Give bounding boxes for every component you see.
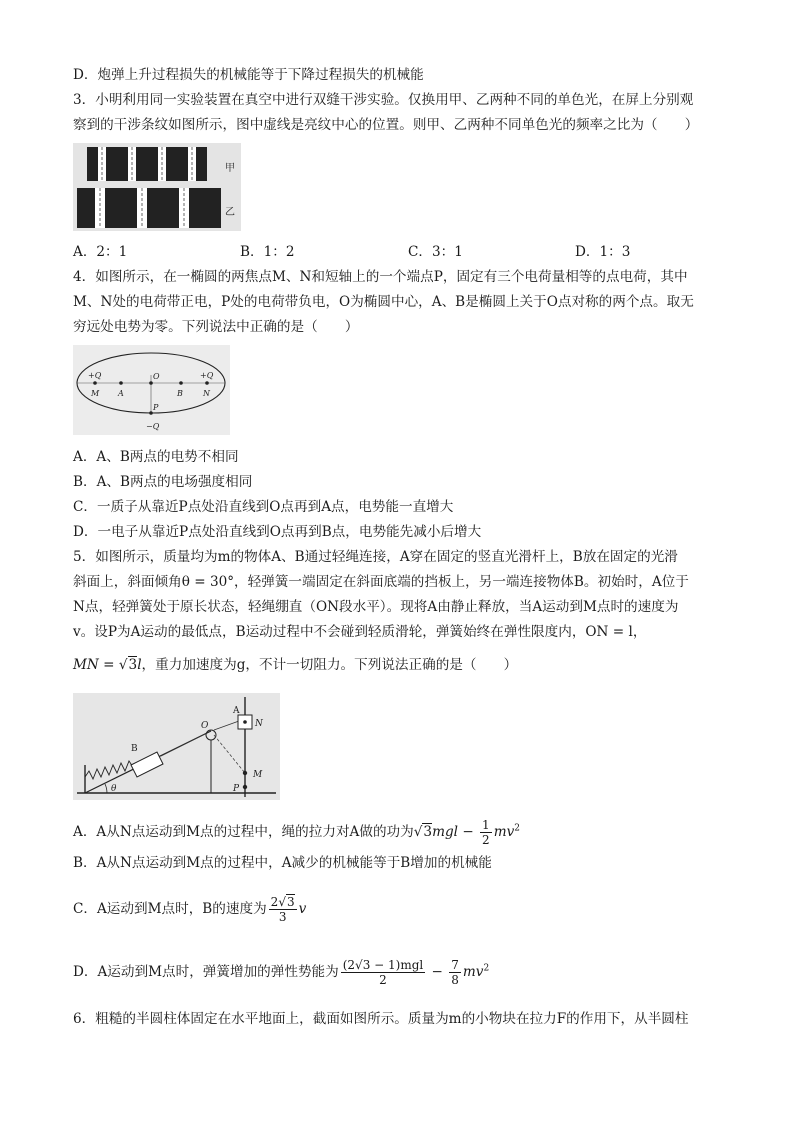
q3-yi-dark-fringe bbox=[105, 188, 137, 228]
q4-label-a: A bbox=[118, 389, 124, 398]
q3-label-yi: 乙 bbox=[225, 207, 235, 218]
q5-point-p bbox=[243, 785, 247, 789]
q5-option-c bbox=[73, 895, 306, 924]
q3-label-jia: 甲 bbox=[225, 163, 235, 174]
q5-stem-line3: N点，轻弹簧处于原长状态，轻绳绷直（ON段水平）。现将A由静止释放，当A运动到M点时的速度为 bbox=[73, 599, 679, 615]
q5-label-a: A bbox=[233, 706, 240, 716]
q3-interference-figure bbox=[73, 143, 241, 231]
q3-stem-line1: 3．小明利用同一实验装置在真空中进行双缝干涉实验。仅换用甲、乙两种不同的单色光，在屏上分别观 bbox=[73, 92, 694, 108]
q4-label-b: B bbox=[177, 389, 183, 398]
q5-label-o: O bbox=[201, 721, 209, 731]
q5-pulley-figure bbox=[73, 693, 280, 800]
q5-option-b: B．A从N点运动到M点的过程中，A减少的机械能等于B增加的机械能 bbox=[73, 855, 492, 871]
q5-option-d bbox=[73, 958, 489, 987]
q5-option-d-mv: mv bbox=[462, 964, 484, 980]
q5-option-d-den2: 8 bbox=[451, 973, 459, 987]
q4-label-minus-q: −Q bbox=[146, 422, 160, 431]
q5-sqrt3: 3 bbox=[128, 657, 138, 673]
q5-option-d-fraction bbox=[341, 958, 426, 987]
q5-stem-line1: 5．如图所示，质量均为m的物体A、B通过轻绳连接，A穿在固定的竖直光滑杆上，B放在固定的光滑 bbox=[73, 549, 678, 565]
q4-option-c: C．一质子从靠近P点处沿直线到O点再到A点，电势能一直增大 bbox=[73, 499, 454, 515]
q5-label-p: P bbox=[233, 784, 240, 794]
q5-stem-line4: v。设P为A运动的最低点，B运动过程中不会碰到轻质滑轮，弹簧始终在弹性限度内，ON = l， bbox=[73, 624, 647, 640]
q5-option-d-num2: 7 bbox=[451, 958, 459, 972]
q5-option-c-num-sqrt: 3 bbox=[286, 895, 295, 909]
q5-option-d-den: 2 bbox=[379, 973, 387, 987]
q5-label-b: B bbox=[131, 744, 138, 754]
q5-option-a-sqrt3: 3 bbox=[423, 824, 433, 840]
q5-option-a: A．A从N点运动到M点的过程中，绳的拉力对A做的功为√3mgl − $\frac{1}{2}$ $mv^2$ bbox=[73, 818, 520, 847]
q5-mn-expr: MN = bbox=[73, 657, 119, 673]
q5-option-c-num-pre: 2 bbox=[270, 895, 279, 909]
q5-option-d-sup: 2 bbox=[483, 963, 490, 974]
q3-yi-dark-fringe bbox=[189, 188, 221, 228]
q5-option-a-sup: 2 bbox=[514, 823, 520, 834]
q4-label-plus-q-right: +Q bbox=[200, 371, 214, 380]
q3-option-d: D．1：3 bbox=[575, 244, 631, 260]
q3-jia-dark-fringe bbox=[196, 147, 207, 181]
q5-option-d-minus: − bbox=[427, 964, 448, 980]
q4-label-plus-q-left: +Q bbox=[88, 371, 102, 380]
q5-option-a-text: A．A从N点运动到M点的过程中，绳的拉力对A做的功为 bbox=[73, 824, 414, 840]
q5-point-m bbox=[243, 771, 247, 775]
q3-yi-dark-fringe bbox=[77, 188, 95, 228]
q4-option-b: B．A、B两点的电场强度相同 bbox=[73, 474, 253, 490]
q5-option-c-fraction: $\frac{2√3}{3}$ bbox=[270, 895, 295, 924]
q5-label-n: N bbox=[255, 719, 263, 729]
q3-jia-dark-fringe bbox=[136, 147, 158, 181]
q3-option-b: B．1：2 bbox=[240, 244, 295, 260]
q4-label-o: O bbox=[153, 372, 160, 381]
q4-label-m: M bbox=[91, 389, 100, 398]
q5-stem-line5-rest: ，重力加速度为g，不计一切阻力。下列说法正确的是（ ） bbox=[141, 657, 518, 673]
q4-ellipse-figure bbox=[73, 345, 230, 435]
q5-stem-line5: MN = √3l，重力加速度为g，不计一切阻力。下列说法正确的是（ ） bbox=[73, 657, 518, 673]
q4-stem-line3: 穷远处电势为零。下列说法中正确的是（ ） bbox=[73, 319, 359, 335]
q4-label-p: P bbox=[153, 403, 159, 412]
q5-l: l bbox=[137, 657, 142, 673]
q5-stem-line2: 斜面上，斜面倾角θ = 30°，轻弹簧一端固定在斜面底端的挡板上，另一端连接物体B。初始时，A位于 bbox=[73, 574, 689, 590]
q5-option-a-fraction bbox=[480, 818, 492, 847]
q5-option-c-text: C．A运动到M点时，B的速度为 bbox=[73, 901, 267, 917]
q5-label-theta: θ bbox=[111, 784, 117, 794]
q5-point-n-dot bbox=[243, 720, 247, 724]
q5-label-m: M bbox=[253, 770, 263, 780]
q4-option-a: A．A、B两点的电势不相同 bbox=[73, 449, 239, 465]
q3-option-c: C．3：1 bbox=[408, 244, 463, 260]
q3-stem-line2: 察到的干涉条纹如图所示，图中虚线是亮纹中心的位置。则甲、乙两种不同单色光的频率之比为（ ） bbox=[73, 117, 699, 133]
q3-jia-dark-fringe bbox=[166, 147, 188, 181]
q2-option-d: D．炮弹上升过程损失的机械能等于下降过程损失的机械能 bbox=[73, 67, 424, 83]
q4-stem-line1: 4．如图所示，在一椭圆的两焦点M、N和短轴上的一个端点P，固定有三个电荷量相等的点电荷，其中 bbox=[73, 269, 688, 285]
q3-option-a: A．2：1 bbox=[73, 244, 128, 260]
q5-option-d-text: D．A运动到M点时，弹簧增加的弹性势能为 bbox=[73, 964, 339, 980]
q5-option-a-mv: mv bbox=[493, 824, 515, 840]
q5-option-a-num: 1 bbox=[482, 818, 490, 832]
q3-jia-dark-fringe bbox=[106, 147, 128, 181]
q4-label-n: N bbox=[203, 389, 210, 398]
q4-option-d: D．一电子从靠近P点处沿直线到O点再到B点，电势能先减小后增大 bbox=[73, 524, 482, 540]
q5-option-c-v: v bbox=[298, 901, 307, 917]
q5-option-a-mgl: mgl − bbox=[432, 824, 479, 840]
q6-stem-line1: 6．粗糙的半圆柱体固定在水平地面上，截面如图所示。质量为m的小物块在拉力F的作用下，从半圆柱 bbox=[73, 1011, 689, 1027]
q5-option-d-num: (2√3 − 1)mgl bbox=[342, 958, 424, 972]
q5-option-d-fraction2 bbox=[449, 958, 461, 987]
q5-option-a-den: 2 bbox=[482, 833, 490, 847]
q4-stem-line2: M、N处的电荷带正电，P处的电荷带负电，O为椭圆中心，A、B是椭圆上关于O点对称的两个点。取无 bbox=[73, 294, 694, 310]
q3-yi-dark-fringe bbox=[147, 188, 179, 228]
q3-jia-dark-fringe bbox=[87, 147, 98, 181]
q5-option-c-den: 3 bbox=[278, 910, 287, 924]
